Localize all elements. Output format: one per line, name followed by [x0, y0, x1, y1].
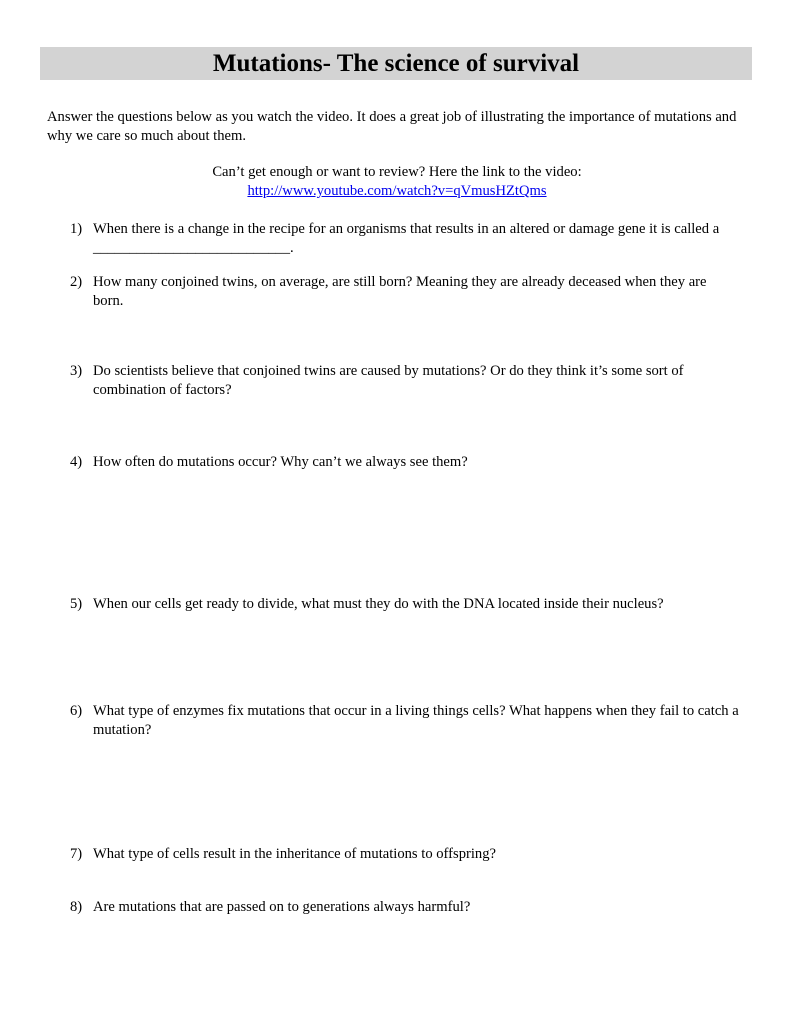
- question-8: [70, 898, 740, 917]
- question-number: 7): [70, 846, 83, 862]
- question-1: [70, 220, 740, 258]
- question-text: How often do mutations occur? Why can’t we always see them?: [93, 454, 468, 470]
- question-6: [70, 702, 740, 740]
- question-5: [70, 595, 740, 614]
- page-title: Mutations- The science of survival: [212, 50, 580, 77]
- question-text: How many conjoined twins, on average, are still born? Meaning they are already deceased when they are born.: [93, 274, 707, 309]
- question-3: [70, 362, 740, 400]
- review-text: Can’t get enough or want to review? Here the link to the video:: [212, 164, 582, 180]
- video-link[interactable]: http://www.youtube.com/watch?v=qVmusHZtQms: [247, 183, 547, 199]
- question-text: Do scientists believe that conjoined twins are caused by mutations? Or do they think it’s some sort of combination of factors?: [93, 363, 684, 398]
- intro-paragraph: Answer the questions below as you watch the video. It does a great job of illustrating the importance of mutations and why we care so much about them.: [47, 109, 737, 144]
- question-text: What type of cells result in the inheritance of mutations to offspring?: [93, 846, 496, 862]
- question-number: 3): [70, 363, 83, 379]
- question-number: 6): [70, 703, 83, 719]
- question-text: When our cells get ready to divide, what must they do with the DNA located inside their nucleus?: [93, 596, 664, 612]
- question-text: Are mutations that are passed on to generations always harmful?: [93, 899, 471, 915]
- video-link-block: [47, 163, 747, 201]
- question-text: When there is a change in the recipe for an organisms that results in an altered or damage gene it is called a ___________________________.: [93, 221, 720, 256]
- question-number: 2): [70, 274, 83, 290]
- title-bar: [40, 47, 752, 80]
- question-2: [70, 273, 740, 311]
- question-7: [70, 845, 740, 864]
- question-number: 4): [70, 454, 83, 470]
- question-text: What type of enzymes fix mutations that occur in a living things cells? What happens when they fail to catch a mutation?: [93, 703, 739, 738]
- question-number: 1): [70, 221, 83, 237]
- question-number: 8): [70, 899, 83, 915]
- question-4: [70, 453, 740, 472]
- question-number: 5): [70, 596, 83, 612]
